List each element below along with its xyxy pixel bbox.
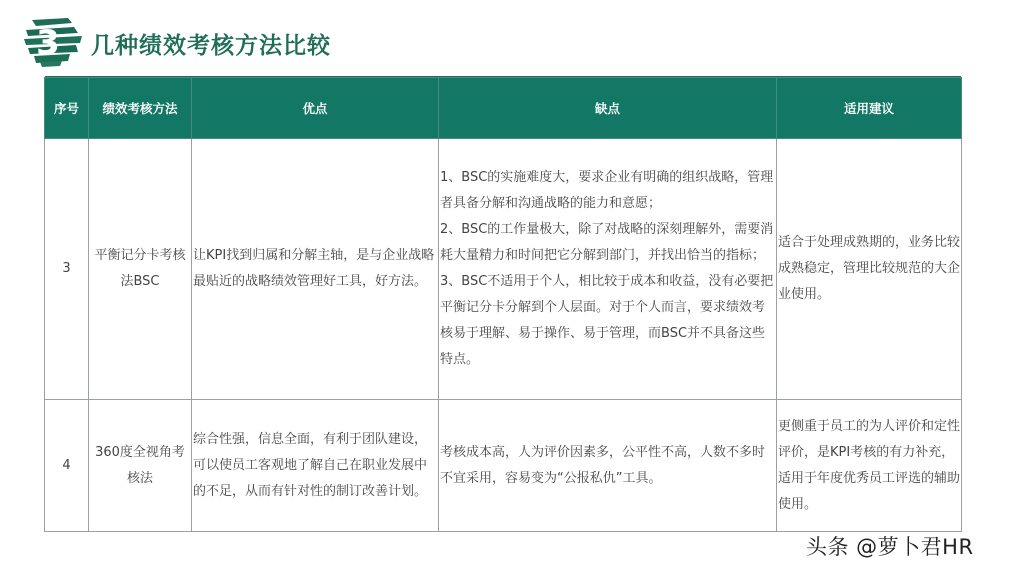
cons-text bbox=[439, 400, 777, 532]
column-header-no: 序号 bbox=[45, 78, 89, 139]
section-number-badge bbox=[22, 14, 84, 68]
method-name: 平衡记分卡考核法BSC bbox=[89, 139, 192, 400]
column-header-advice: 适用建议 bbox=[777, 78, 962, 139]
column-header-cons: 缺点 bbox=[439, 78, 777, 139]
cons-item: 3、BSC不适用于个人，相比较于成本和收益，没有必要把平衡记分卡分解到个人层面。对于个人而言，要求绩效考核易于理解、易于操作、易于管理，而BSC并不具备这些特点。 bbox=[440, 274, 774, 367]
row-number: 3 bbox=[45, 139, 89, 400]
svg-text:3: 3 bbox=[36, 23, 60, 63]
pros-text: 综合性强，信息全面，有利于团队建设，可以使员工客观地了解自己在职业发展中的不足，从而有针对性的制订改善计划。 bbox=[192, 400, 439, 532]
page-title: 几种绩效考核方法比较 bbox=[91, 33, 331, 59]
cons-text bbox=[439, 139, 777, 400]
table-row bbox=[45, 139, 962, 400]
table-row bbox=[45, 400, 962, 532]
table-header-row bbox=[45, 78, 962, 139]
cons-item: 1、BSC的实施难度大，要求企业有明确的组织战略，管理者具备分解和沟通战略的能力和意愿； bbox=[440, 170, 774, 211]
advice-text: 适合于处理成熟期的，业务比较成熟稳定，管理比较规范的大企业使用。 bbox=[777, 139, 962, 400]
cons-item: 2、BSC的工作量极大，除了对战略的深刻理解外，需要消耗大量精力和时间把它分解到部门，并找出恰当的指标； bbox=[440, 222, 774, 263]
method-name: 360度全视角考核法 bbox=[89, 400, 192, 532]
column-header-pros: 优点 bbox=[192, 78, 439, 139]
section-header bbox=[22, 12, 422, 68]
column-header-method: 绩效考核方法 bbox=[89, 78, 192, 139]
advice-text: 更侧重于员工的为人评价和定性评价，是KPI考核的有力补充，适用于年度优秀员工评选的辅助使用。 bbox=[777, 400, 962, 532]
watermark: 头条 @萝卜君HR bbox=[806, 535, 974, 559]
row-number: 4 bbox=[45, 400, 89, 532]
brush-stroke-icon bbox=[22, 14, 84, 68]
comparison-table bbox=[44, 77, 962, 532]
pros-text: 让KPI找到归属和分解主轴，是与企业战略最贴近的战略绩效管理好工具，好方法。 bbox=[192, 139, 439, 400]
cons-item: 考核成本高，人为评价因素多，公平性不高，人数不多时不宜采用，容易变为“公报私仇”工具。 bbox=[440, 444, 766, 486]
